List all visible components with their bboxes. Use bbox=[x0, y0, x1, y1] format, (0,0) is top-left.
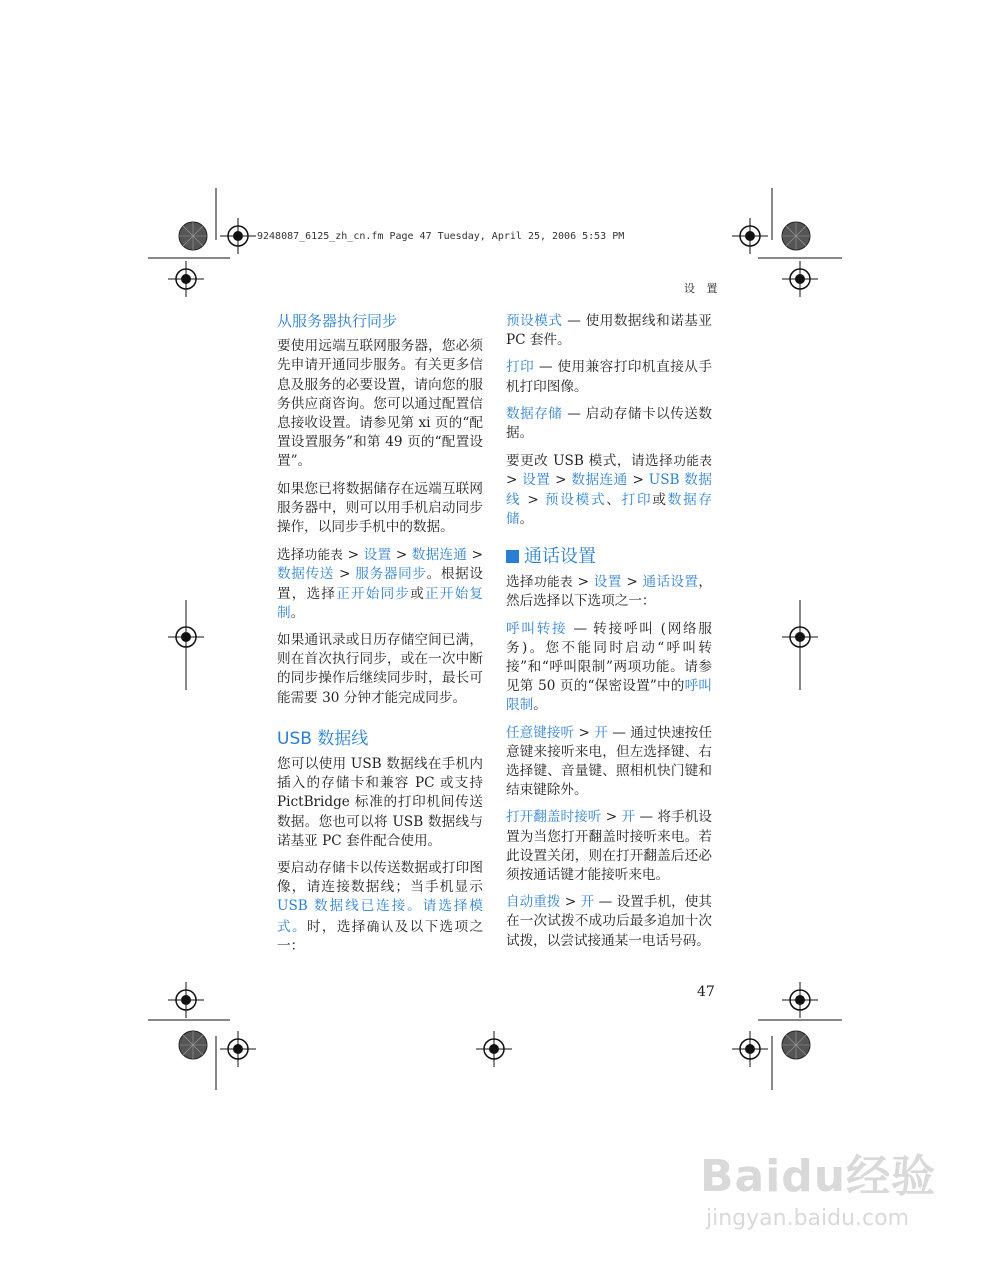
menu-label: 功能表 bbox=[304, 547, 344, 563]
item-any-key-answer: 任意键接听 > 开 — 通过快速按任意键来接听来电，但左选择键、右选择键、音量键、照相机快门键和结束键除外。 bbox=[506, 724, 712, 799]
left-column bbox=[277, 312, 483, 964]
link-data-transfer: 数据传送 bbox=[277, 566, 335, 583]
paragraph-call-path: 选择功能表 > 设置 > 通话设置，然后选择以下选项之一： bbox=[506, 574, 713, 610]
link-data-conn: 数据连通 bbox=[411, 547, 468, 564]
paragraph-usb-start: 要启动存储卡以传送数据或打印图像，请连接数据线；当手机显示USB 数据线已连接。请选择模式。时，选择确认及以下选项之一： bbox=[277, 860, 484, 954]
option-preset-mode: 预设模式 — 使用数据线和诺基亚 PC 套件。 bbox=[506, 313, 712, 349]
paragraph-sync-path: 选择功能表 > 设置 > 数据连通 > 数据传送 > 服务器同步。根据设置，选择正开始同步或正开始复制。 bbox=[277, 547, 484, 621]
link-server-sync: 服务器同步 bbox=[355, 566, 427, 583]
section-title: 设 置 bbox=[684, 282, 722, 295]
square-bullet-icon bbox=[506, 550, 519, 563]
page-number: 47 bbox=[697, 984, 715, 1000]
link-start-sync: 正开始同步 bbox=[336, 585, 411, 602]
message-usb-connected: USB 数据线已连接。请选择模式。 bbox=[277, 898, 483, 935]
paragraph-usb-intro: 您可以使用 USB 数据线在手机内插入的存储卡和兼容 PC 或支持 PictBridge 标准的打印机间传送数据。您也可以将 USB 数据线与诺基亚 PC 套件配合使用。 bbox=[277, 756, 483, 849]
item-flip-answer: 打开翻盖时接听 > 开 — 将手机设置为当您打开翻盖时接听来电。若此设置关闭，则在打开翻盖后还必须按通话键才能接听来电。 bbox=[506, 809, 712, 884]
item-call-forwarding: 呼叫转接 — 转接呼叫 (网络服务)。您不能同时启动“呼叫转接”和“呼叫限制”两项功能。请参见第 50 页的“保密设置”中的呼叫限制。 bbox=[506, 620, 712, 714]
option-data-storage: 数据存储 — 启动存储卡以传送数据。 bbox=[506, 405, 712, 442]
watermark-url: jingyan.baidu.com bbox=[706, 1206, 910, 1231]
link-start-copy: 正开始复制 bbox=[277, 585, 484, 621]
heading-usb-cable: USB 数据线 bbox=[277, 728, 369, 749]
paragraph-sync-intro: 要使用远端互联网服务器，您必须先申请开通同步服务。有关更多信息及服务的必要设置，请向您的服务供应商咨询。您可以通过配置信息接收设置。请参见第 xi 页的“配置设置服务”和第 49 页的“配置设置”。 bbox=[277, 338, 483, 470]
heading-server-sync: 从服务器执行同步 bbox=[277, 312, 398, 330]
file-info-header: 9248087_6125_zh_cn.fm Page 47 Tuesday, April 25, 2006 5:53 PM bbox=[257, 231, 625, 242]
baidu-watermark bbox=[700, 1140, 940, 1260]
right-column bbox=[506, 312, 712, 959]
confirm-label: 确认 bbox=[366, 918, 395, 934]
link-settings: 设置 bbox=[363, 547, 392, 564]
paragraph-change-usb: 要更改 USB 模式，请选择功能表 > 设置 > 数据连通 > USB 数据线 > 预设模式、打印或数据存储。 bbox=[506, 453, 713, 527]
watermark-logo: Baidu经验 bbox=[700, 1151, 937, 1202]
item-auto-redial: 自动重拨 > 开 — 设置手机，使其在一次试拨不成功后最多追加十次试拨，以尝试接通某一电话号码。 bbox=[506, 894, 712, 949]
paragraph-sync-data: 如果您已将数据储存在远端互联网服务器中，则可以用手机启动同步操作，以同步手机中的数据。 bbox=[277, 480, 483, 536]
heading-call-settings: 通话设置 bbox=[506, 547, 712, 566]
option-print: 打印 — 使用兼容打印机直接从手机打印图像。 bbox=[506, 359, 712, 395]
paragraph-sync-time: 如果通讯录或日历存储空间已满，则在首次执行同步，或在一次中断的同步操作后继续同步时，最长可能需要 30 分钟才能完成同步。 bbox=[277, 632, 483, 706]
